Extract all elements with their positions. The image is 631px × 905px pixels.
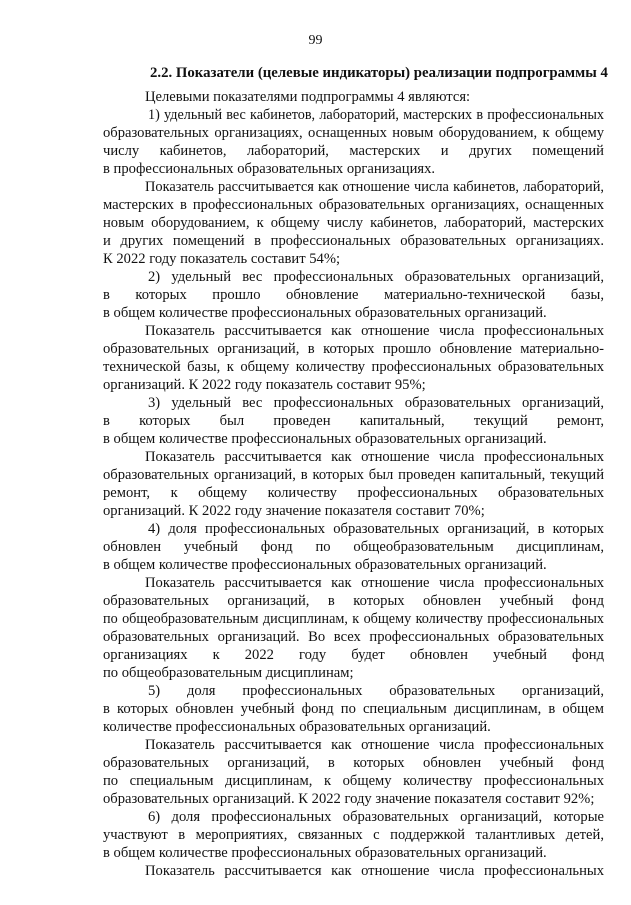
text-line: 4) доля профессиональных образовательных организаций, в которых [148, 521, 604, 537]
text-line: 5) доля профессиональных образовательных организаций, [148, 683, 604, 699]
text-line: в которых обновлен учебный фонд по специальным дисциплинам, в общем [103, 701, 604, 717]
text-line: участвуют в мероприятиях, связанных с поддержкой талантливых детей, [103, 827, 604, 843]
text-line: по общеобразовательным дисциплинам, к общему количеству профессиональных [103, 611, 604, 627]
text-line: мастерских в профессиональных образовательных организациях, оснащенных [103, 197, 604, 213]
text-line: образовательных организациях, оснащенных новым оборудованием, к общему [103, 125, 604, 141]
text-line: ремонт, к общему количеству профессиональных образовательных [103, 485, 604, 501]
text-line: в которых был проведен капитальный, текущий ремонт, [103, 413, 604, 429]
text-line: в общем количестве профессиональных образовательных организаций. [103, 431, 547, 447]
text-line: Целевыми показателями подпрограммы 4 являются: [145, 89, 471, 105]
text-line: обновлен учебный фонд по общеобразовательным дисциплинам, [103, 539, 604, 555]
text-line: образовательных организаций. К 2022 году значение показателя составит 92%; [103, 791, 595, 807]
text-line: образовательных организаций, в которых обновлен учебный фонд [103, 593, 604, 609]
page-number: 99 [308, 33, 323, 48]
text-line: технической базы, к общему количеству профессиональных образовательных [103, 359, 604, 375]
text-line: 1) удельный вес кабинетов, лабораторий, мастерских в профессиональных [148, 107, 604, 123]
text-line: Показатель рассчитывается как отношение числа профессиональных [145, 863, 604, 879]
text-line: Показатель рассчитывается как отношение числа профессиональных [145, 449, 604, 465]
text-line: 2) удельный вес профессиональных образовательных организаций, [148, 269, 604, 285]
text-line: в общем количестве профессиональных образовательных организаций. [103, 845, 547, 861]
text-line: Показатель рассчитывается как отношение числа профессиональных [145, 575, 604, 591]
text-line: 6) доля профессиональных образовательных организаций, которые [148, 809, 604, 825]
text-line: Показатель рассчитывается как отношение числа кабинетов, лабораторий, [145, 179, 604, 195]
text-line: числу кабинетов, лабораторий, мастерских и других помещений [103, 143, 604, 159]
text-line: в общем количестве профессиональных образовательных организаций. [103, 305, 547, 321]
text-line: и других помещений в профессиональных образовательных организациях. [103, 233, 604, 249]
text-line: К 2022 году показатель составит 54%; [103, 251, 341, 267]
text-line: в профессиональных образовательных организациях. [103, 161, 436, 177]
section-heading: 2.2. Показатели (целевые индикаторы) реализации подпрограммы 4 [150, 65, 608, 81]
text-line: организаций. К 2022 году значение показателя составит 70%; [103, 503, 485, 519]
text-line: количестве профессиональных образовательных организаций. [103, 719, 491, 735]
text-line: организаций. К 2022 году показатель составит 95%; [103, 377, 426, 393]
text-line: Показатель рассчитывается как отношение числа профессиональных [145, 737, 604, 753]
text-line: образовательных организаций, в которых прошло обновление материально- [103, 341, 604, 357]
text-line: в общем количестве профессиональных образовательных организаций. [103, 557, 547, 573]
text-line: 3) удельный вес профессиональных образовательных организаций, [148, 395, 604, 411]
text-line: по специальным дисциплинам, к общему количеству профессиональных [103, 773, 604, 789]
text-line: образовательных организаций. Во всех профессиональных образовательных [103, 629, 604, 645]
text-line: новым оборудованием, к общему числу кабинетов, лабораторий, мастерских [103, 215, 604, 231]
text-line: образовательных организаций, в которых был проведен капитальный, текущий [103, 467, 604, 483]
text-line: по общеобразовательным дисциплинам; [103, 665, 354, 681]
text-line: в которых прошло обновление материально-технической базы, [103, 287, 604, 303]
text-line: образовательных организаций, в которых обновлен учебный фонд [103, 755, 604, 771]
text-line: Показатель рассчитывается как отношение числа профессиональных [145, 323, 604, 339]
text-line: организациях к 2022 году будет обновлен учебный фонд [103, 647, 604, 663]
